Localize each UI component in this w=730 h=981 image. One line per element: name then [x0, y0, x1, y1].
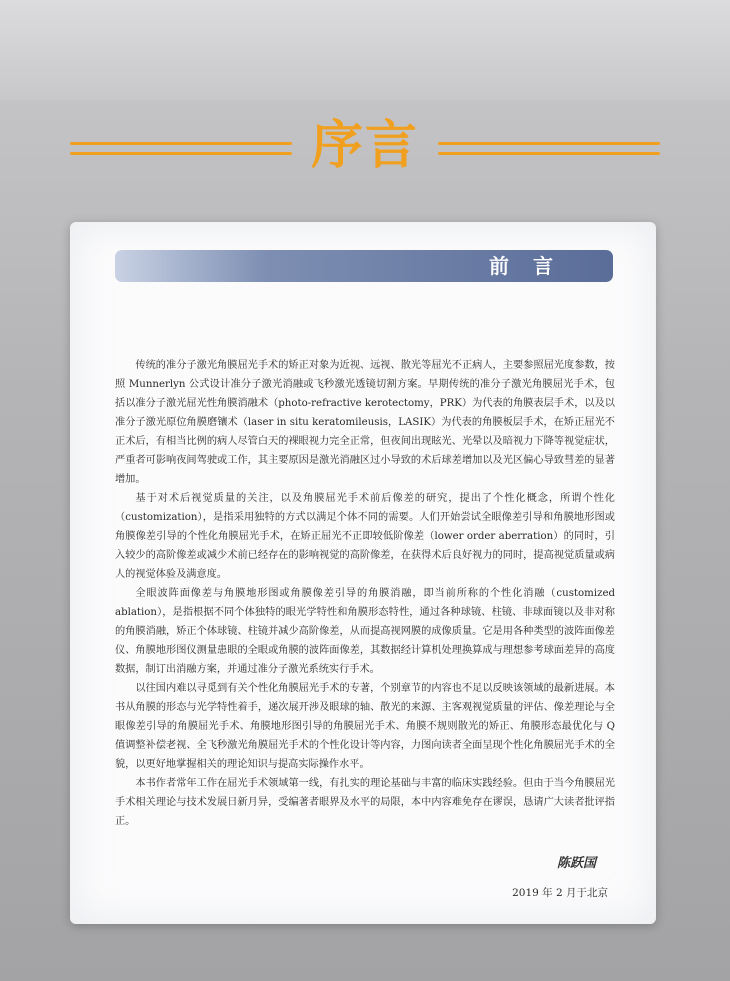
paragraph: 基于对术后视觉质量的关注，以及角膜屈光手术前后像差的研究，提出了个性化概念，所谓个性化（customization），是指采用独特的方式以满足个体不同的需要。人们开始尝试全眼像差引导和角膜地形图或角膜像差引导的个性化角膜屈光手术，在矫正屈光不正即较低阶像差（lower order aberration）的同时，引入较少的高阶像差或减少术前已经存在的影响视觉的高阶像差，在获得术后良好视力的同时，提高视觉质量或病人的视觉体验及满意度。 — [115, 493, 615, 580]
banner-title: 前言 — [489, 254, 577, 278]
heading-left-line-upper — [70, 142, 292, 145]
heading-right-line-upper — [438, 142, 660, 145]
date-line: 2019 年 2 月于北京 — [512, 887, 608, 899]
paragraph: 全眼波阵面像差与角膜地形图或角膜像差引导的角膜消融，即当前所称的个性化消融（customized ablation），是指根据不同个体独特的眼光学特性和角膜形态特性，通过各种球镜、柱镜、非球面镜以及非对称的角膜消融，矫正个体球镜、柱镜并减少高阶像差，从而提高视网膜的成像质量。它是用各种类型的波阵面像差仪、角膜地形图仪测量患眼的全眼或角膜的波阵面像差，其数据经计算机处理换算成与理想参考球面差异的高度数据，制订出消融方案，并通过准分子激光系统实行手术。 — [115, 588, 615, 675]
preface-body — [115, 356, 615, 831]
section-heading — [0, 112, 730, 182]
top-background-band — [0, 0, 730, 100]
heading-left-line-lower — [70, 152, 292, 155]
paragraph: 传统的准分子激光角膜屈光手术的矫正对象为近视、远视、散光等屈光不正病人，主要参照屈光度参数，按照 Munnerlyn 公式设计准分子激光消融或飞秒激光透镜切割方案。早期传统的准分子激光角膜屈光手术，包括以准分子激光屈光性角膜消融术（photo-refractive kerotectomy，PRK）为代表的角膜表层手术，以及以准分子激光原位角膜磨镶术（laser in situ keratomileusis，LASIK）为代表的角膜板层手术，在矫正屈光不正术后，有相当比例的病人尽管白天的裸眼视力完全正常，但夜间出现眩光、光晕以及暗视力下降等视觉症状，严重者可影响夜间驾驶或工作，其主要原因是激光消融区过小导致的术后球差增加以及光区偏心导致彗差的显著增加。 — [115, 360, 615, 485]
preface-banner — [115, 250, 613, 282]
heading-right-line-lower — [438, 152, 660, 155]
paragraph: 本书作者常年工作在屈光手术领域第一线，有扎实的理论基础与丰富的临床实践经验。但由于当今角膜屈光手术相关理论与技术发展日新月异，受编著者眼界及水平的局限，本中内容难免存在谬误，恳请广大读者批评指正。 — [115, 778, 615, 827]
preface-page — [70, 222, 656, 924]
heading-title: 序言 — [310, 116, 419, 176]
paragraph: 以往国内难以寻觅到有关个性化角膜屈光手术的专著，个别章节的内容也不足以反映该领域的最新进展。本书从角膜的形态与光学特性着手，递次展开涉及眼球的轴、散光的来源、主客观视觉质量的评估、像差理论与全眼像差引导的角膜屈光手术、角膜地形图引导的角膜屈光手术、角膜不规则散光的矫正、角膜形态最优化与 Q 值调整补偿老视、全飞秒激光角膜屈光手术的个性化设计等内容，力图向读者全面呈现个性化角膜屈光手术的全貌，以更好地掌握相关的理论知识与提高实际操作水平。 — [115, 683, 615, 770]
author-signature: 陈跃国 — [556, 856, 596, 871]
